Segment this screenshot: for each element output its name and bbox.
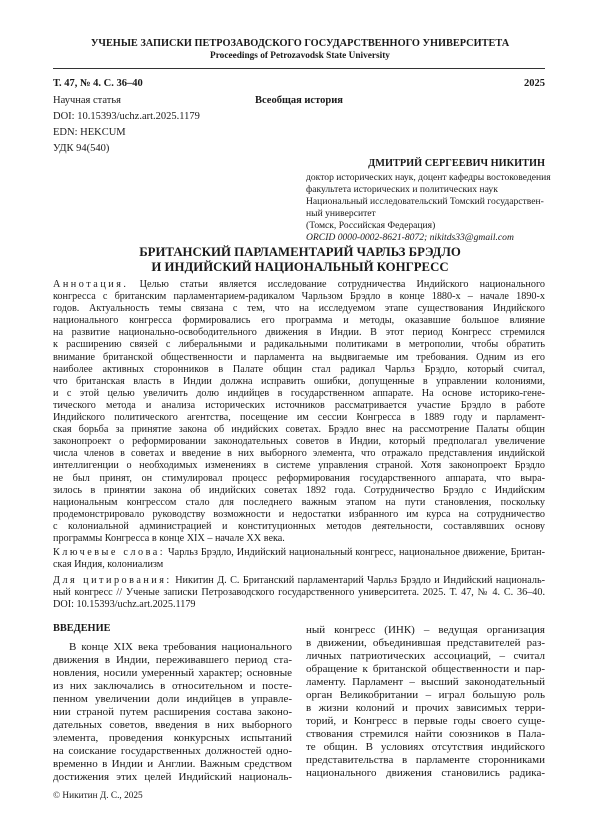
line-text: Чарльз Брэдло, Индийский национальный конгресс, национальное движение, Британ- [165, 547, 545, 558]
article-title-line: БРИТАНСКИЙ ПАРЛАМЕНТАРИЙ ЧАРЛЬЗ БРЭДЛО [139, 245, 461, 259]
volume-info: Т. 47, № 4. С. 36–40 [53, 78, 143, 89]
text-line [53, 412, 545, 424]
line-text: к расширению связей с либеральными и радикальными политиками в метрополии, чтобы обратить [53, 339, 545, 351]
text-line [53, 745, 292, 758]
text-line [53, 641, 292, 654]
text-line [53, 460, 545, 472]
text-line [306, 689, 545, 702]
section-heading: ВВЕДЕНИЕ [53, 623, 111, 634]
text-line [306, 663, 545, 676]
copyright: © Никитин Д. С., 2025 [53, 791, 143, 801]
text-line [53, 719, 292, 732]
article-title-line: И ИНДИЙСКИЙ НАЦИОНАЛЬНЫЙ КОНГРЕСС [151, 260, 449, 274]
text-line [306, 702, 545, 715]
text-line [53, 758, 292, 771]
text-line [306, 637, 545, 650]
line-text: законопроект о реформировании законодательных советов в Индии, который предполагал увеличение [53, 436, 545, 448]
text-line [53, 436, 545, 448]
line-text: ская Индия, колониализм [53, 559, 164, 571]
text-line [53, 509, 545, 521]
line-text: орган Великобритании – играл большую роль [306, 689, 545, 701]
line-text: ствования стремился найти союзников в Пала- [306, 728, 545, 740]
line-text: обращение к британской общественности и пар- [306, 663, 545, 675]
line-text: программы Конгресса в конце XIX – начале XX века. [53, 532, 285, 544]
text-line [53, 473, 545, 485]
line-text: личных патриотических ассоциаций, – считал [306, 650, 545, 662]
text-line [53, 364, 545, 376]
text-line [53, 654, 292, 667]
text-line [53, 448, 545, 460]
text-line [53, 376, 545, 388]
line-text: тического метода и анализа исторических источников рассматривается участие Брэдло в работе [53, 399, 545, 411]
affiliation-line: факультета исторических и политических наук [306, 184, 498, 195]
text-line [53, 533, 545, 545]
line-text: элемента, проведения конкурсных испытаний [53, 732, 292, 744]
line-text: на соискание государственных должностей одно- [53, 745, 292, 757]
line-text: и с этой целью увеличить долю индийцев в государственном аппарате. На основе историко-гене- [53, 387, 545, 399]
udk: УДК 94(540) [53, 143, 110, 154]
line-text: не был принят, он стимулировал процесс реформирования государственного аппарата, что выра- [53, 472, 545, 484]
text-line [53, 547, 545, 559]
line-text: ный конгресс // Ученые записки Петрозаводского государственного университета. 2025. Т. 47, № 4. С. 36–40. [53, 587, 545, 599]
journal-title-en: Proceedings of Petrozavodsk State University [210, 51, 390, 61]
text-line [53, 706, 292, 719]
text-line [306, 728, 545, 741]
line-text: числа членов в советах и введение в них выборного элемента, что отражало представления индийской [53, 448, 545, 460]
line-text: Индийского политического агентства, посещение им сессии Конгресса в 1889 году и парламент- [53, 412, 545, 424]
author-affiliation [306, 172, 551, 244]
text-line [53, 352, 545, 364]
line-text: дательных советов, введения в них выборного [53, 719, 292, 731]
text-line [306, 650, 545, 663]
line-text: на развитие национально-освободительного движения в Индии. В этот период Конгресс стремился [53, 327, 545, 339]
text-line [306, 676, 545, 689]
text-line [53, 279, 545, 291]
label: Ключевые слова: [53, 547, 166, 558]
text-line [306, 754, 545, 767]
line-text: интеллигенции о необходимых изменениях в системе управления страной. Хотя законопроект Брэдло [53, 460, 545, 472]
edn: EDN: HEKCUM [53, 127, 126, 138]
line-text: наиболее активных сторонников в Палате общин стал радикал Чарльз Брэдло, который считал, [53, 363, 545, 375]
line-text: годов. Актуальность темы связана с тем, что на исследуемом этапе существования Индийского [53, 303, 545, 315]
intro-left-column [53, 641, 292, 784]
citation [53, 575, 545, 611]
line-text: национального движения становились радика- [306, 767, 545, 779]
text-line [306, 767, 545, 780]
text-line [53, 575, 545, 587]
line-text: внимание британской общественности и парламента на выдвигаемые им требования. Одним из его [53, 351, 545, 363]
line-text: нии страной путем расширения состава законо- [53, 706, 292, 718]
text-line [53, 315, 545, 327]
text-line [53, 339, 545, 351]
affiliation-line: ный университет [306, 208, 376, 219]
text-line [53, 291, 545, 303]
text-line [53, 599, 545, 611]
intro-right-column [306, 624, 545, 780]
text-line [53, 497, 545, 509]
line-text: временно в Индии и Англии. Важным средством [53, 758, 292, 770]
line-text: конгресса с британским парламентарием-радикалом Чарльзом Брэдло в конце 1880-х – начале 1890-х [53, 291, 545, 303]
line-text: достижения этих целей Индийский националь- [53, 771, 292, 783]
text-line [306, 741, 545, 754]
line-text: пенном увеличении доли индийцев в управле- [53, 693, 292, 705]
line-text: в движении, объединившая представителей раз- [306, 637, 545, 649]
line-text: зилось в принятии закона об индийских советах 1892 года. Сотрудничество Брэдло с Индийским [53, 484, 545, 496]
year: 2025 [524, 78, 545, 89]
line-text: DOI: 10.15393/uchz.art.2025.1179 [53, 599, 196, 611]
affiliation-line: (Томск, Российская Федерация) [306, 220, 436, 231]
text-line [53, 303, 545, 315]
text-line [53, 327, 545, 339]
text-line [53, 521, 545, 533]
text-line [53, 485, 545, 497]
line-text: продемонстрировало руководству возможности и недостатки избранного им курса на сотрудничество [53, 508, 545, 520]
text-line [53, 680, 292, 693]
article-type: Научная статья [53, 95, 121, 106]
line-text: представительства в парламенте сторонниками [306, 754, 545, 766]
line-text: ный конгресс (ИНК) – ведущая организация [306, 624, 545, 636]
text-line [306, 715, 545, 728]
line-text: что британская власть в Индии должна исправить ошибки, допущенные в управлении колониями, [53, 375, 545, 387]
line-text: новления, носили умеренный характер; основные [53, 667, 292, 679]
text-line [53, 587, 545, 599]
line-text: ская борьба за принятие закона об индийских советах. Брэдло внес на рассмотрение Палаты общин [53, 424, 545, 436]
text-line [53, 693, 292, 706]
line-text: ламенту. Парламент – высший законодательный [306, 676, 545, 688]
line-text: национального конгресса формировались его программа и методы, оказавшие большое влияние [53, 315, 545, 327]
line-text: из них заключались в относительном и посте- [53, 680, 292, 692]
abstract [53, 279, 545, 545]
text-line [306, 624, 545, 637]
line-text: в жизни колоний и прочих зависимых терри- [306, 702, 545, 714]
line-text: В конце XIX века требования национального [69, 641, 292, 653]
line-text: Никитин Д. С. Британский парламентарий Чарльз Брэдло и Индийский националь- [171, 575, 545, 586]
text-line [53, 732, 292, 745]
text-line [53, 424, 545, 436]
text-line [53, 388, 545, 400]
line-text: с колониальной администрацией и конституционных методов деятельности, составлявших основу [53, 520, 545, 532]
label: Для цитирования: [53, 575, 172, 586]
author-name: ДМИТРИЙ СЕРГЕЕВИЧ НИКИТИН [368, 158, 545, 169]
journal-title: УЧЕНЫЕ ЗАПИСКИ ПЕТРОЗАВОДСКОГО ГОСУДАРСТВЕННОГО УНИВЕРСИТЕТА [90, 38, 510, 49]
label: Аннотация. [53, 279, 129, 290]
section: Всеобщая история [255, 95, 343, 106]
line-text: те общин. В условиях отсутствия индийского [306, 741, 545, 753]
line-text: национальным конгрессом стало для последнего важным этапом на пути становления, поскольку [53, 496, 545, 508]
keywords [53, 547, 545, 571]
header-rule [53, 68, 545, 69]
text-line [53, 771, 292, 784]
affiliation-line: Национальный исследовательский Томский государствен- [306, 196, 544, 207]
line-text: торий, и Конгресс в первые годы своего суще- [306, 715, 545, 727]
text-line [53, 400, 545, 412]
line-text: Целью статьи является исследование сотрудничества Индийского национального [128, 279, 545, 290]
text-line [53, 559, 545, 571]
orcid-email[interactable]: ORCID 0000-0002-8621-8072; nikitds33@gmail.com [306, 232, 514, 243]
affiliation-line: доктор исторических наук, доцент кафедры востоковедения [306, 172, 551, 183]
text-line [53, 667, 292, 680]
doi[interactable]: DOI: 10.15393/uchz.art.2025.1179 [53, 111, 200, 122]
line-text: движения в Индии, переживавшего период ста- [53, 654, 292, 666]
